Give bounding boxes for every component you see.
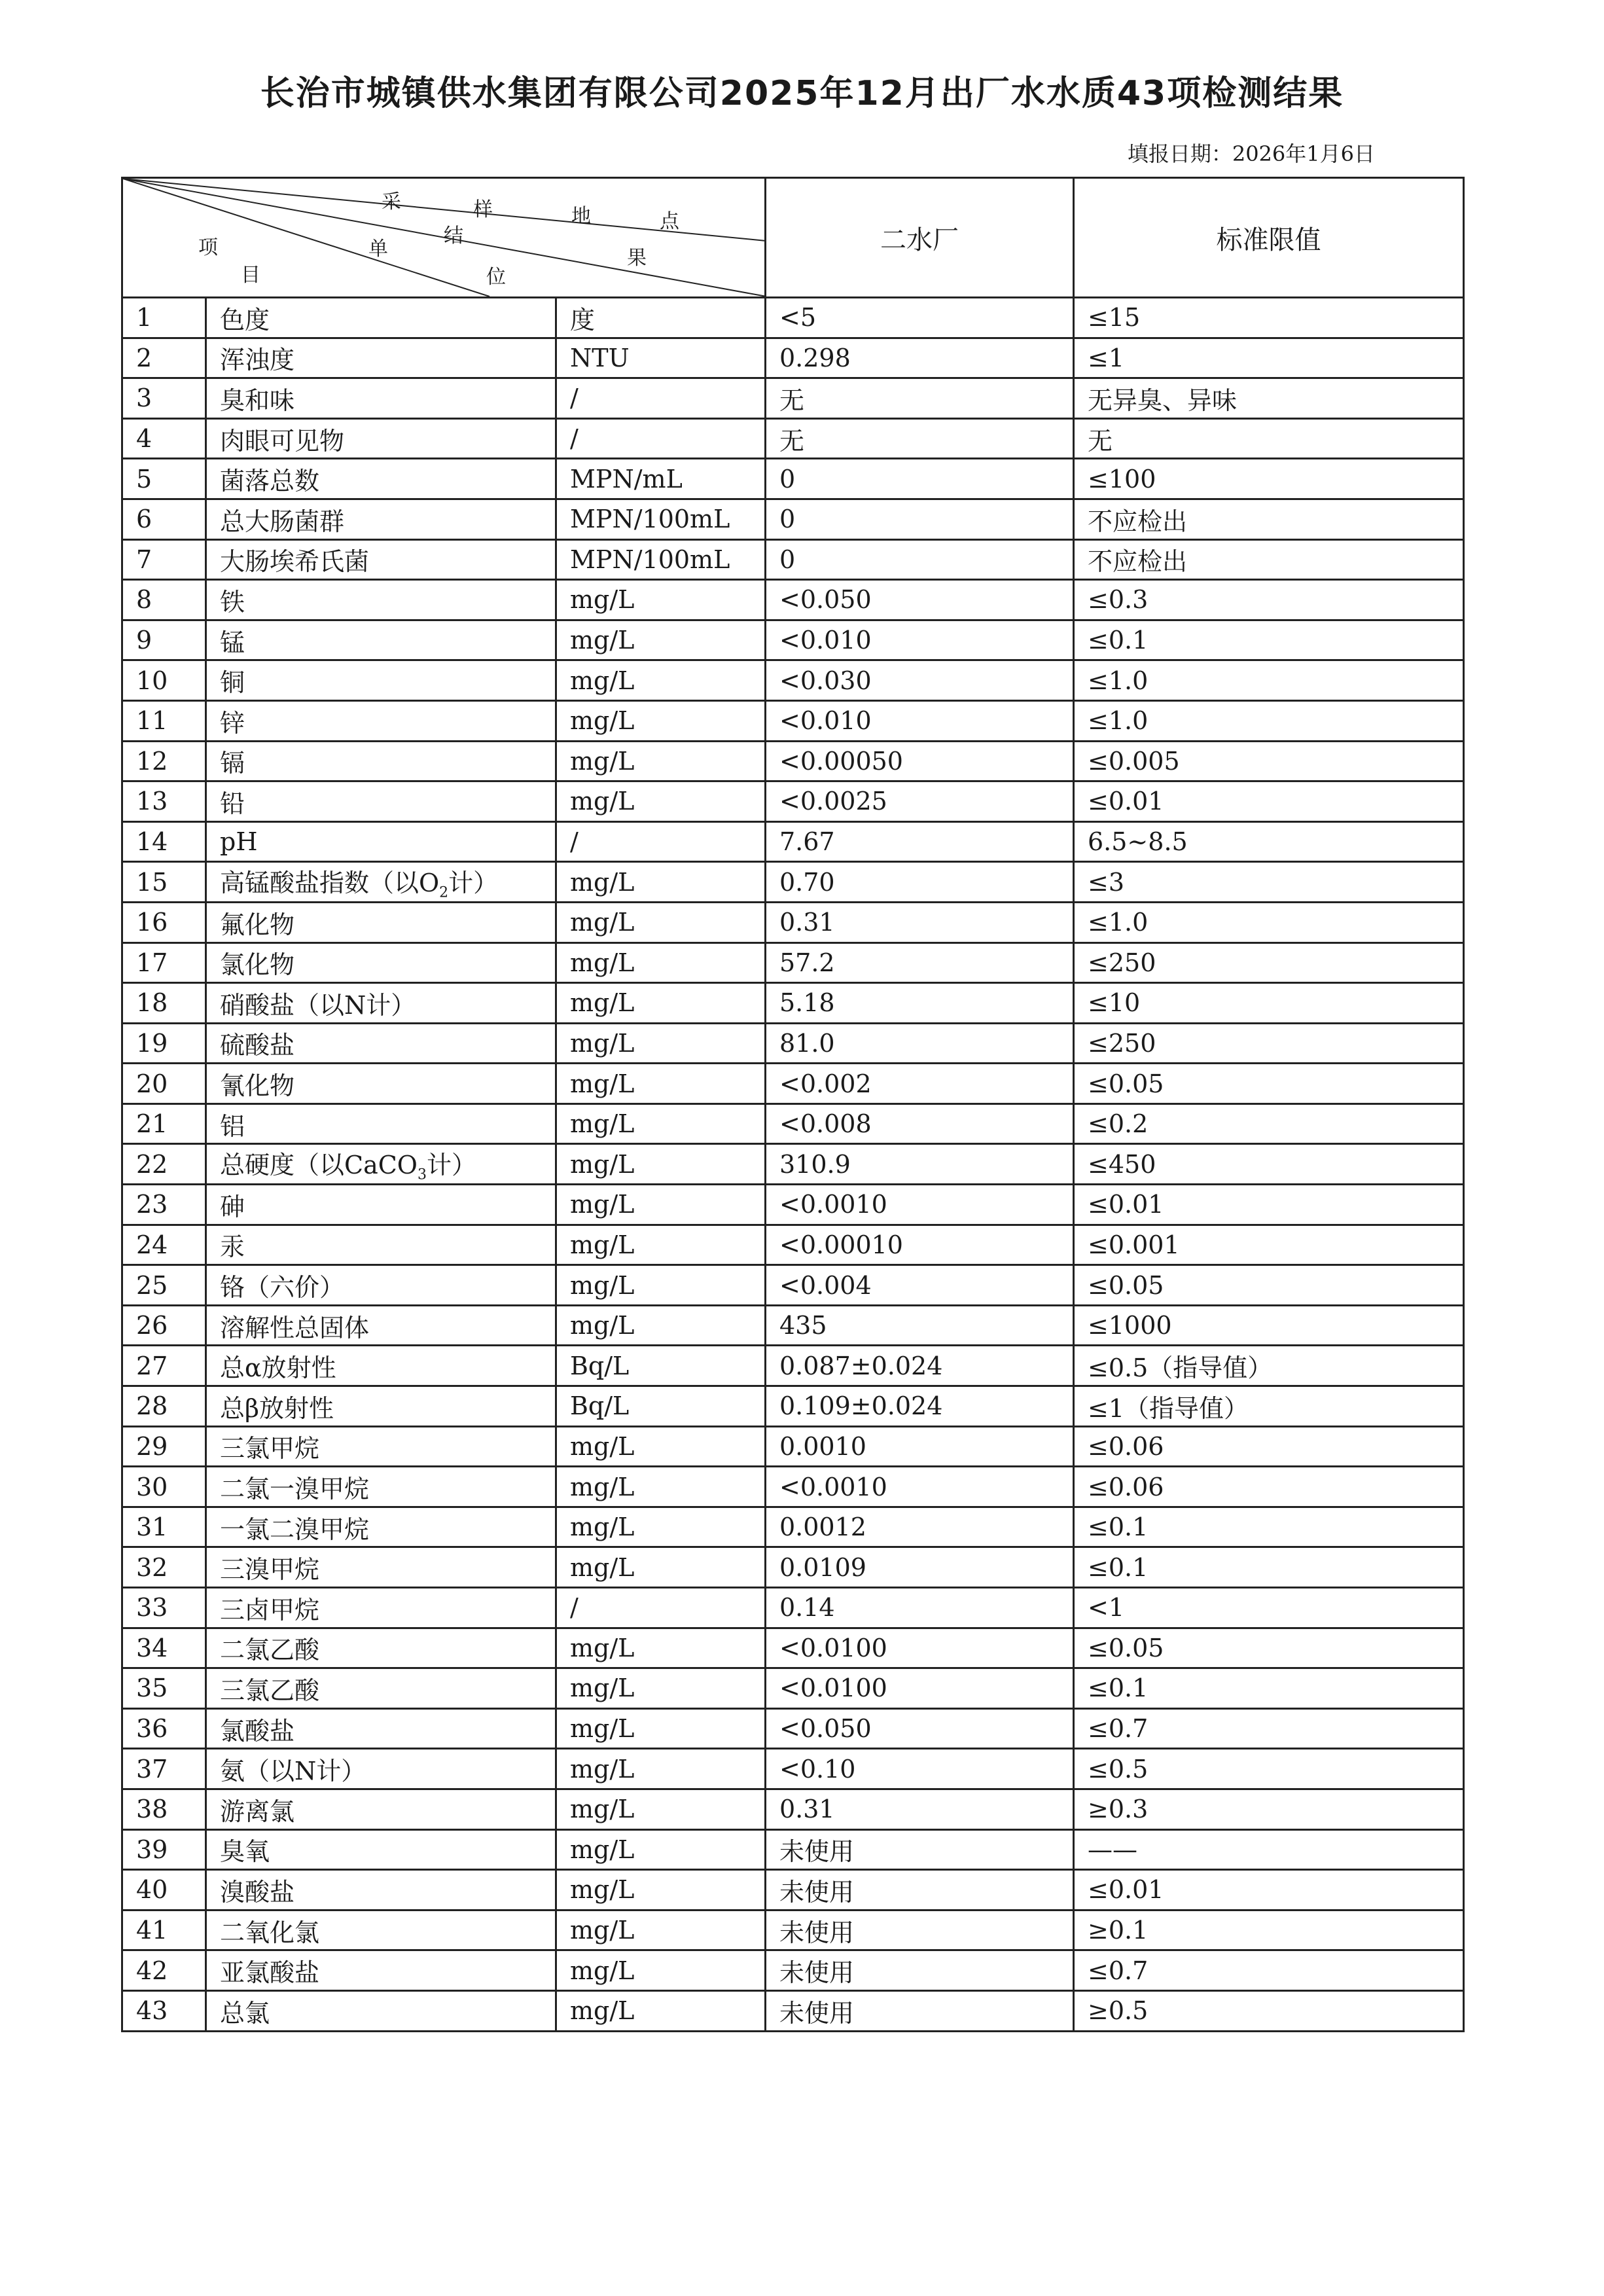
- header-item-char: 项: [198, 236, 218, 259]
- unit: mg/L: [556, 1023, 766, 1064]
- standard-limit: ≤0.1: [1074, 1507, 1464, 1547]
- item-name: 总β放射性: [206, 1386, 556, 1427]
- measured-value: <5: [766, 298, 1074, 338]
- measured-value: <0.004: [766, 1265, 1074, 1306]
- standard-limit: ≤0.06: [1074, 1467, 1464, 1507]
- header-site-char: 点: [660, 210, 679, 233]
- unit: mg/L: [556, 1225, 766, 1265]
- item-name-tail: 计）: [426, 1151, 476, 1180]
- measured-value: 0: [766, 459, 1074, 499]
- table-row: [122, 1386, 1464, 1427]
- unit: mg/L: [556, 1144, 766, 1185]
- standard-limit: 不应检出: [1074, 499, 1464, 539]
- standard-limit: ≤1（指导值）: [1074, 1386, 1464, 1427]
- item-name: 铁: [206, 580, 556, 620]
- table-row: [122, 1668, 1464, 1709]
- item-name: 三溴甲烷: [206, 1547, 556, 1588]
- row-number: 5: [122, 459, 206, 499]
- unit: mg/L: [556, 1668, 766, 1709]
- row-number: 6: [122, 499, 206, 539]
- row-number: 21: [122, 1103, 206, 1144]
- unit: mg/L: [556, 1426, 766, 1467]
- unit: mg/L: [556, 862, 766, 903]
- unit: MPN/100mL: [556, 539, 766, 580]
- standard-limit: ≤0.1: [1074, 620, 1464, 660]
- item-name: 氯化物: [206, 942, 556, 983]
- table-row: [122, 821, 1464, 862]
- measured-value: <0.010: [766, 700, 1074, 741]
- standard-limit: ≤0.01: [1074, 1185, 1464, 1225]
- unit: MPN/100mL: [556, 499, 766, 539]
- row-number: 4: [122, 418, 206, 459]
- unit: mg/L: [556, 1265, 766, 1306]
- item-name: 溴酸盐: [206, 1870, 556, 1910]
- row-number: 15: [122, 862, 206, 903]
- unit: mg/L: [556, 1547, 766, 1588]
- measured-value: 未使用: [766, 1950, 1074, 1991]
- measured-value: <0.00010: [766, 1225, 1074, 1265]
- page-title: 长治市城镇供水集团有限公司2025年12月出厂水水质43项检测结果: [260, 74, 1344, 113]
- item-name: 锰: [206, 620, 556, 660]
- item-name: 肉眼可见物: [206, 418, 556, 459]
- standard-limit: ≤0.2: [1074, 1103, 1464, 1144]
- table-row: [122, 298, 1464, 338]
- measured-value: 未使用: [766, 1990, 1074, 2031]
- standard-limit: ≥0.1: [1074, 1910, 1464, 1950]
- standard-limit: ≤1.0: [1074, 660, 1464, 701]
- row-number: 20: [122, 1064, 206, 1104]
- unit: mg/L: [556, 1749, 766, 1789]
- item-name: 大肠埃希氏菌: [206, 539, 556, 580]
- unit: mg/L: [556, 1628, 766, 1668]
- table-row: [122, 1225, 1464, 1265]
- unit: mg/L: [556, 1467, 766, 1507]
- item-name: 硝酸盐（以N计）: [206, 983, 556, 1024]
- unit: /: [556, 1588, 766, 1628]
- table-row: [122, 459, 1464, 499]
- measured-value: <0.0100: [766, 1668, 1074, 1709]
- table-row: [122, 1265, 1464, 1306]
- table-row: [122, 378, 1464, 419]
- unit: /: [556, 821, 766, 862]
- header-standard: 标准限值: [1074, 178, 1464, 298]
- standard-limit: ≤0.5（指导值）: [1074, 1346, 1464, 1386]
- standard-limit: 无异臭、异味: [1074, 378, 1464, 419]
- item-name: 总氯: [206, 1990, 556, 2031]
- row-number: 28: [122, 1386, 206, 1427]
- measured-value: <0.00050: [766, 741, 1074, 781]
- unit: mg/L: [556, 1910, 766, 1950]
- unit: mg/L: [556, 902, 766, 942]
- item-name: 游离氯: [206, 1789, 556, 1829]
- measured-value: <0.050: [766, 1708, 1074, 1749]
- item-name: 镉: [206, 741, 556, 781]
- standard-limit: ≤0.7: [1074, 1950, 1464, 1991]
- measured-value: 无: [766, 418, 1074, 459]
- measured-value: 0.31: [766, 902, 1074, 942]
- standard-limit: ≥0.5: [1074, 1990, 1464, 2031]
- unit: /: [556, 378, 766, 419]
- standard-limit: ≥0.3: [1074, 1789, 1464, 1829]
- row-number: 2: [122, 338, 206, 378]
- standard-limit: ≤1.0: [1074, 700, 1464, 741]
- row-number: 26: [122, 1305, 206, 1346]
- standard-limit: ≤1000: [1074, 1305, 1464, 1346]
- item-name: 氨（以N计）: [206, 1749, 556, 1789]
- row-number: 9: [122, 620, 206, 660]
- measured-value: <0.008: [766, 1103, 1074, 1144]
- standard-limit: ≤1: [1074, 338, 1464, 378]
- table-row: [122, 1910, 1464, 1950]
- table-row: [122, 1789, 1464, 1829]
- item-name: 铬（六价）: [206, 1265, 556, 1306]
- row-number: 8: [122, 580, 206, 620]
- measured-value: 5.18: [766, 983, 1074, 1024]
- item-name: [206, 1144, 556, 1185]
- results-table: [121, 177, 1465, 2032]
- row-number: 35: [122, 1668, 206, 1709]
- measured-value: <0.002: [766, 1064, 1074, 1104]
- table-row: [122, 1870, 1464, 1910]
- item-name: 砷: [206, 1185, 556, 1225]
- row-number: 27: [122, 1346, 206, 1386]
- measured-value: 0.298: [766, 338, 1074, 378]
- item-name-subscript: 3: [417, 1167, 427, 1184]
- standard-limit: ≤0.001: [1074, 1225, 1464, 1265]
- table-row: [122, 1467, 1464, 1507]
- standard-limit: ≤0.01: [1074, 1870, 1464, 1910]
- unit: mg/L: [556, 1507, 766, 1547]
- item-name: 总α放射性: [206, 1346, 556, 1386]
- table-row: [122, 418, 1464, 459]
- item-name: 溶解性总固体: [206, 1305, 556, 1346]
- item-name: 铅: [206, 781, 556, 822]
- table-row: [122, 1144, 1464, 1185]
- standard-limit: ≤450: [1074, 1144, 1464, 1185]
- item-name: 铜: [206, 660, 556, 701]
- measured-value: <0.0100: [766, 1628, 1074, 1668]
- measured-value: 0: [766, 539, 1074, 580]
- measured-value: 57.2: [766, 942, 1074, 983]
- row-number: 12: [122, 741, 206, 781]
- item-name: 二氯乙酸: [206, 1628, 556, 1668]
- standard-limit: ≤100: [1074, 459, 1464, 499]
- measured-value: 0.0010: [766, 1426, 1074, 1467]
- standard-limit: ≤0.01: [1074, 781, 1464, 822]
- header-result-char: 结: [444, 224, 463, 247]
- table-row: [122, 1749, 1464, 1789]
- item-name: pH: [206, 821, 556, 862]
- results-table-container: [121, 177, 1463, 2032]
- measured-value: 0.0109: [766, 1547, 1074, 1588]
- unit: Bq/L: [556, 1386, 766, 1427]
- measured-value: 0: [766, 499, 1074, 539]
- row-number: 30: [122, 1467, 206, 1507]
- row-number: 17: [122, 942, 206, 983]
- table-row: [122, 1547, 1464, 1588]
- unit: /: [556, 418, 766, 459]
- table-row: [122, 942, 1464, 983]
- unit: NTU: [556, 338, 766, 378]
- unit: mg/L: [556, 1305, 766, 1346]
- row-number: 23: [122, 1185, 206, 1225]
- standard-limit: ≤15: [1074, 298, 1464, 338]
- table-row: [122, 983, 1464, 1024]
- standard-limit: ≤250: [1074, 1023, 1464, 1064]
- table-row: [122, 620, 1464, 660]
- unit: mg/L: [556, 1950, 766, 1991]
- header-site-char: 采: [382, 190, 401, 213]
- standard-limit: <1: [1074, 1588, 1464, 1628]
- row-number: 29: [122, 1426, 206, 1467]
- table-row: [122, 539, 1464, 580]
- measured-value: <0.030: [766, 660, 1074, 701]
- measured-value: 310.9: [766, 1144, 1074, 1185]
- standard-limit: ≤0.06: [1074, 1426, 1464, 1467]
- item-name-text: 总硬度（以CaCO: [220, 1151, 418, 1180]
- table-row: [122, 1023, 1464, 1064]
- header-result-char: 果: [627, 247, 647, 270]
- item-name: 铝: [206, 1103, 556, 1144]
- standard-limit: ≤3: [1074, 862, 1464, 903]
- table-row: [122, 1708, 1464, 1749]
- item-name: 总大肠菌群: [206, 499, 556, 539]
- unit: mg/L: [556, 1990, 766, 2031]
- standard-limit: ≤0.05: [1074, 1265, 1464, 1306]
- unit: MPN/mL: [556, 459, 766, 499]
- row-number: 31: [122, 1507, 206, 1547]
- standard-limit: ≤0.1: [1074, 1668, 1464, 1709]
- unit: 度: [556, 298, 766, 338]
- table-row: [122, 1628, 1464, 1668]
- diagonal-header-cell: [122, 178, 766, 298]
- row-number: 22: [122, 1144, 206, 1185]
- row-number: 13: [122, 781, 206, 822]
- unit: mg/L: [556, 741, 766, 781]
- item-name: 硫酸盐: [206, 1023, 556, 1064]
- standard-limit: 无: [1074, 418, 1464, 459]
- table-row: [122, 1064, 1464, 1104]
- standard-limit: 不应检出: [1074, 539, 1464, 580]
- unit: mg/L: [556, 1064, 766, 1104]
- measured-value: <0.10: [766, 1749, 1074, 1789]
- unit: mg/L: [556, 1789, 766, 1829]
- table-row: [122, 1426, 1464, 1467]
- measured-value: 未使用: [766, 1829, 1074, 1870]
- standard-limit: ≤0.7: [1074, 1708, 1464, 1749]
- row-number: 16: [122, 902, 206, 942]
- row-number: 34: [122, 1628, 206, 1668]
- measured-value: 0.70: [766, 862, 1074, 903]
- row-number: 3: [122, 378, 206, 419]
- table-row: [122, 1346, 1464, 1386]
- item-name: 色度: [206, 298, 556, 338]
- item-name: 菌落总数: [206, 459, 556, 499]
- standard-limit: ≤0.05: [1074, 1064, 1464, 1104]
- row-number: 33: [122, 1588, 206, 1628]
- header-site-char: 样: [473, 198, 493, 221]
- row-number: 11: [122, 700, 206, 741]
- header-site-char: 地: [571, 205, 591, 228]
- unit: mg/L: [556, 1708, 766, 1749]
- standard-limit: ≤1.0: [1074, 902, 1464, 942]
- table-row: [122, 499, 1464, 539]
- row-number: 38: [122, 1789, 206, 1829]
- item-name: 二氯一溴甲烷: [206, 1467, 556, 1507]
- measured-value: <0.0025: [766, 781, 1074, 822]
- table-row: [122, 1990, 1464, 2031]
- fill-date: 填报日期：2026年1月6日: [1127, 141, 1375, 166]
- measured-value: <0.010: [766, 620, 1074, 660]
- measured-value: 0.0012: [766, 1507, 1074, 1547]
- unit: mg/L: [556, 942, 766, 983]
- standard-limit: ≤250: [1074, 942, 1464, 983]
- measured-value: 0.109±0.024: [766, 1386, 1074, 1427]
- table-row: [122, 700, 1464, 741]
- measured-value: <0.0010: [766, 1185, 1074, 1225]
- row-number: 19: [122, 1023, 206, 1064]
- unit: mg/L: [556, 580, 766, 620]
- header-unit-char: 单: [368, 238, 388, 260]
- measured-value: 0.14: [766, 1588, 1074, 1628]
- table-row: [122, 1305, 1464, 1346]
- item-name: 三卤甲烷: [206, 1588, 556, 1628]
- unit: mg/L: [556, 1829, 766, 1870]
- item-name: 二氧化氯: [206, 1910, 556, 1950]
- unit: mg/L: [556, 660, 766, 701]
- measured-value: <0.0010: [766, 1467, 1074, 1507]
- unit: mg/L: [556, 1185, 766, 1225]
- row-number: 7: [122, 539, 206, 580]
- unit: mg/L: [556, 700, 766, 741]
- measured-value: 0.31: [766, 1789, 1074, 1829]
- table-row: [122, 1588, 1464, 1628]
- row-number: 25: [122, 1265, 206, 1306]
- table-row: [122, 1507, 1464, 1547]
- item-name: 三氯乙酸: [206, 1668, 556, 1709]
- row-number: 41: [122, 1910, 206, 1950]
- table-row: [122, 862, 1464, 903]
- row-number: 43: [122, 1990, 206, 2031]
- item-name-tail: 计）: [448, 869, 499, 898]
- table-row: [122, 580, 1464, 620]
- standard-limit: ≤0.005: [1074, 741, 1464, 781]
- header-row: [122, 178, 1464, 298]
- measured-value: 未使用: [766, 1910, 1074, 1950]
- standard-limit: ——: [1074, 1829, 1464, 1870]
- item-name: 汞: [206, 1225, 556, 1265]
- standard-limit: ≤0.05: [1074, 1628, 1464, 1668]
- table-row: [122, 781, 1464, 822]
- table-row: [122, 902, 1464, 942]
- item-name: 臭氧: [206, 1829, 556, 1870]
- item-name: 浑浊度: [206, 338, 556, 378]
- standard-limit: ≤0.1: [1074, 1547, 1464, 1588]
- table-row: [122, 338, 1464, 378]
- row-number: 32: [122, 1547, 206, 1588]
- item-name-text: 高锰酸盐指数（以O: [220, 869, 440, 898]
- header-unit-char: 位: [486, 266, 506, 289]
- table-row: [122, 1185, 1464, 1225]
- unit: mg/L: [556, 1103, 766, 1144]
- item-name: 氰化物: [206, 1064, 556, 1104]
- measured-value: 0.087±0.024: [766, 1346, 1074, 1386]
- row-number: 18: [122, 983, 206, 1024]
- standard-limit: ≤10: [1074, 983, 1464, 1024]
- item-name: 三氯甲烷: [206, 1426, 556, 1467]
- table-row: [122, 741, 1464, 781]
- unit: Bq/L: [556, 1346, 766, 1386]
- item-name: 亚氯酸盐: [206, 1950, 556, 1991]
- table-row: [122, 1829, 1464, 1870]
- header-site-name: 二水厂: [766, 178, 1074, 298]
- row-number: 37: [122, 1749, 206, 1789]
- header-item-char: 目: [241, 264, 260, 287]
- item-name: 氯酸盐: [206, 1708, 556, 1749]
- unit: mg/L: [556, 620, 766, 660]
- row-number: 10: [122, 660, 206, 701]
- row-number: 42: [122, 1950, 206, 1991]
- measured-value: 7.67: [766, 821, 1074, 862]
- unit: mg/L: [556, 781, 766, 822]
- row-number: 1: [122, 298, 206, 338]
- item-name: [206, 862, 556, 903]
- table-row: [122, 1103, 1464, 1144]
- item-name: 锌: [206, 700, 556, 741]
- row-number: 14: [122, 821, 206, 862]
- measured-value: 81.0: [766, 1023, 1074, 1064]
- item-name: 氟化物: [206, 902, 556, 942]
- table-row: [122, 660, 1464, 701]
- row-number: 24: [122, 1225, 206, 1265]
- measured-value: 435: [766, 1305, 1074, 1346]
- item-name: 一氯二溴甲烷: [206, 1507, 556, 1547]
- item-name: 臭和味: [206, 378, 556, 419]
- row-number: 36: [122, 1708, 206, 1749]
- row-number: 39: [122, 1829, 206, 1870]
- unit: mg/L: [556, 1870, 766, 1910]
- row-number: 40: [122, 1870, 206, 1910]
- measured-value: <0.050: [766, 580, 1074, 620]
- table-row: [122, 1950, 1464, 1991]
- item-name-subscript: 2: [439, 884, 449, 901]
- measured-value: 未使用: [766, 1870, 1074, 1910]
- standard-limit: ≤0.5: [1074, 1749, 1464, 1789]
- unit: mg/L: [556, 983, 766, 1024]
- standard-limit: 6.5~8.5: [1074, 821, 1464, 862]
- standard-limit: ≤0.3: [1074, 580, 1464, 620]
- measured-value: 无: [766, 378, 1074, 419]
